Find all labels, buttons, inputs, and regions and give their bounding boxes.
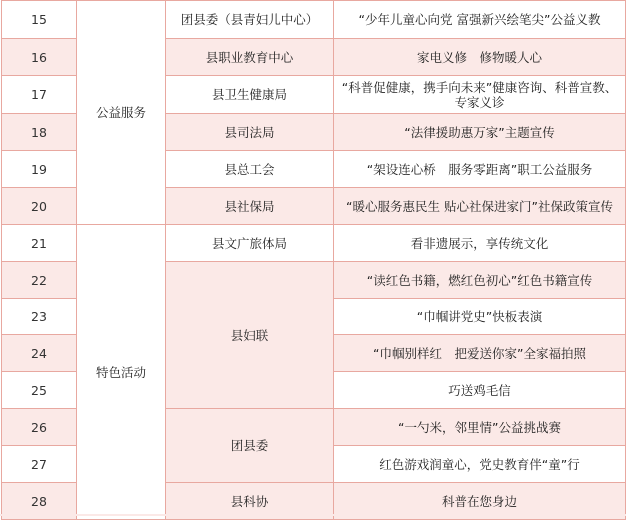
organizer-cell: 县司法局	[166, 114, 334, 151]
row-number: 18	[2, 114, 77, 151]
row-number: 20	[2, 188, 77, 225]
row-number: 17	[2, 76, 77, 114]
row-number: 27	[2, 446, 77, 483]
organizer-cell: 县总工会	[166, 151, 334, 188]
activity-cell: 红色游戏润童心，党史教育伴“童”行	[334, 446, 626, 483]
activity-cell: “读红色书籍，燃红色初心”红色书籍宣传	[334, 262, 626, 299]
category-special-activities: 特色活动	[77, 225, 166, 520]
row-number: 19	[2, 151, 77, 188]
row-number: 23	[2, 299, 77, 335]
organizer-cell: 团县委（县青妇儿中心）	[166, 1, 334, 39]
row-number: 21	[2, 225, 77, 262]
activity-cell: “暖心服务惠民生 贴心社保进家门”社保政策宣传	[334, 188, 626, 225]
activity-cell: “巾帼讲党史”快板表演	[334, 299, 626, 335]
organizer-cell: 县社保局	[166, 188, 334, 225]
table-row	[2, 1, 626, 39]
organizer-cell: 团县委	[166, 409, 334, 483]
row-number: 16	[2, 39, 77, 76]
organizer-cell: 县卫生健康局	[166, 76, 334, 114]
organizer-cell: 县文广旅体局	[166, 225, 334, 262]
activity-cell: “少年儿童心向党 富强新兴绘笔尖”公益义教	[334, 1, 626, 39]
activity-cell: 看非遗展示，享传统文化	[334, 225, 626, 262]
organizer-cell: 县妇联	[166, 262, 334, 409]
activity-cell: 巧送鸡毛信	[334, 372, 626, 409]
activity-cell: “一勺米，邻里情”公益挑战赛	[334, 409, 626, 446]
activity-cell: “科普促健康，携手向未来”健康咨询、科普宣教、专家义诊	[334, 76, 626, 114]
organizer-cell: 县科协	[166, 483, 334, 520]
activity-cell: “架设连心桥 服务零距离”职工公益服务	[334, 151, 626, 188]
category-public-service: 公益服务	[77, 1, 166, 225]
organizer-cell: 县职业教育中心	[166, 39, 334, 76]
row-number: 15	[2, 1, 77, 39]
activity-cell: “法律援助惠万家”主题宣传	[334, 114, 626, 151]
table-row	[2, 225, 626, 262]
activity-cell: 家电义修 修物暖人心	[334, 39, 626, 76]
row-number: 26	[2, 409, 77, 446]
row-number: 24	[2, 335, 77, 372]
row-number: 25	[2, 372, 77, 409]
row-number: 22	[2, 262, 77, 299]
row-number: 28	[2, 483, 77, 520]
activity-table	[1, 0, 626, 520]
activity-cell: 科普在您身边	[334, 483, 626, 520]
activity-cell: “巾帼别样红 把爱送你家”全家福拍照	[334, 335, 626, 372]
